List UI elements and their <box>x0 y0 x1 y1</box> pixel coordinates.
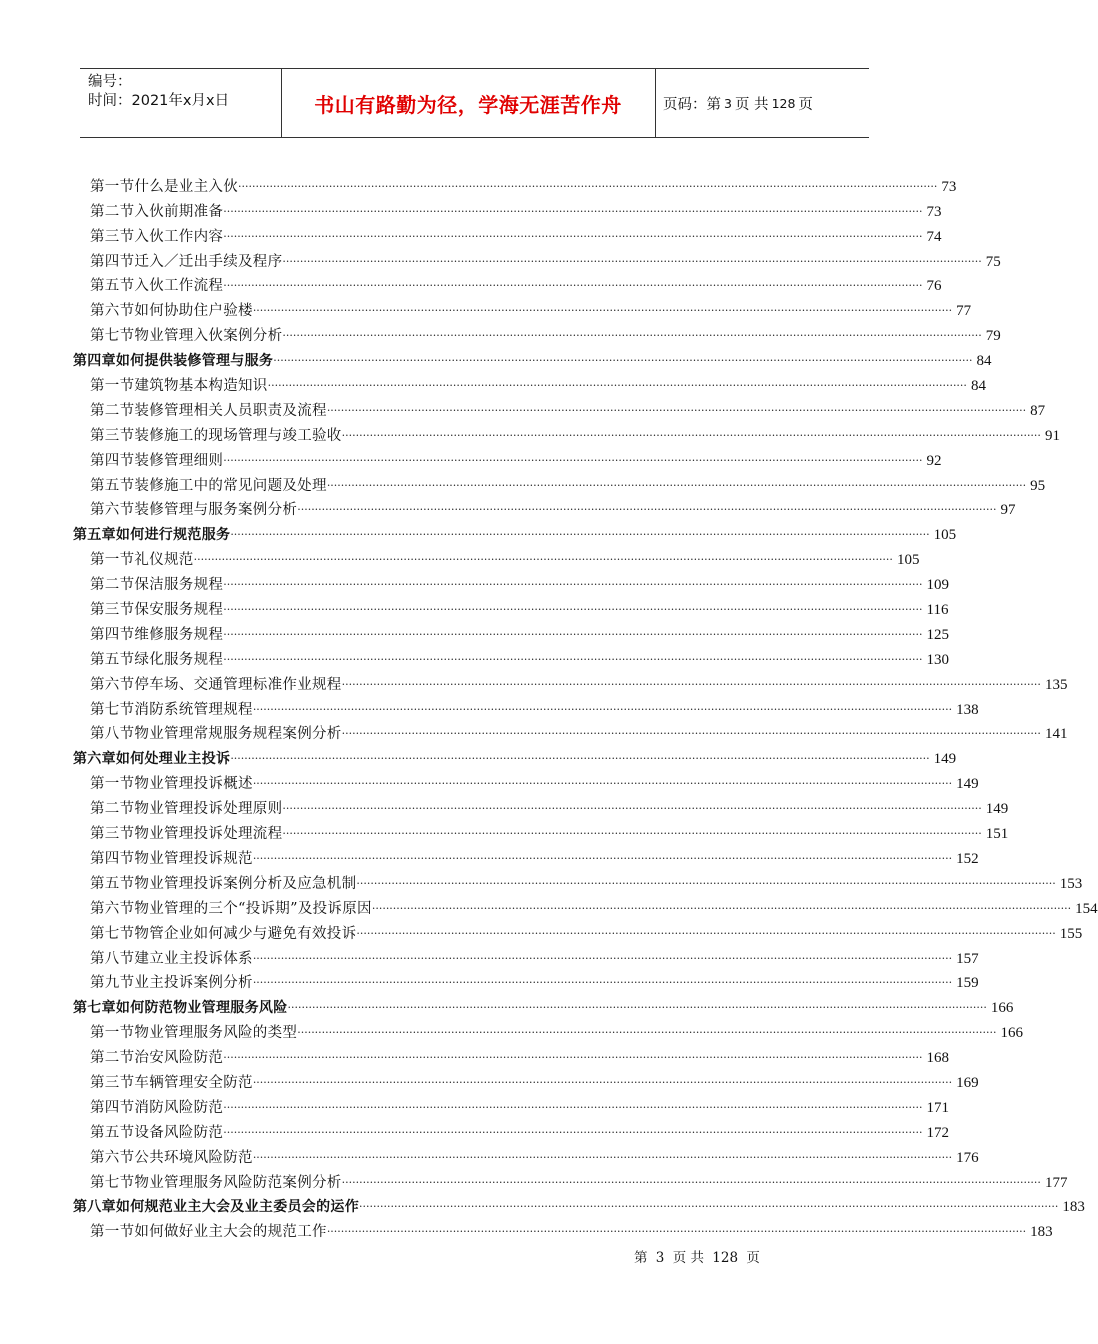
toc-entry-title: 第六节停车场、交通管理标准作业规程 <box>90 676 342 693</box>
toc-section-row[interactable] <box>73 395 1046 420</box>
toc-page-number: 149 <box>985 801 1009 818</box>
toc-leader-dots: ········································································································································································································ <box>223 204 923 218</box>
toc-entry-title: 第七节物管企业如何减少与避免有效投诉 <box>90 925 357 942</box>
toc-section-row[interactable] <box>73 893 1098 918</box>
toc-leader-dots: ········································································································································································································ <box>223 279 923 293</box>
toc-entry-title: 第七节消防系统管理规程 <box>90 701 253 718</box>
toc-section-row[interactable] <box>73 544 920 569</box>
toc-page-number: 155 <box>1059 925 1083 942</box>
footer-total: 128 <box>712 1250 739 1266</box>
toc-entry-title: 第六节如何协助住户验楼 <box>90 303 253 320</box>
toc-section-row[interactable] <box>73 320 1001 345</box>
toc-leader-dots: ········································································································································································································ <box>252 702 953 716</box>
toc-page-number: 92 <box>926 452 942 469</box>
toc-page-number: 77 <box>956 303 972 320</box>
toc-section-row[interactable] <box>73 843 979 868</box>
toc-leader-dots: ········································································································································································································ <box>282 802 982 816</box>
toc-section-row[interactable] <box>73 171 957 196</box>
toc-entry-title: 第一节礼仪规范 <box>90 552 194 569</box>
toc-section-row[interactable] <box>73 768 979 793</box>
toc-page-number: 87 <box>1030 402 1046 419</box>
toc-leader-dots: ········································································································································································································ <box>230 528 930 542</box>
toc-entry-title: 第二节入伙前期准备 <box>90 203 224 220</box>
toc-page-number: 74 <box>926 228 942 245</box>
toc-page-number: 109 <box>926 577 950 594</box>
toc-section-row[interactable] <box>73 420 1060 445</box>
toc-page-number: 91 <box>1044 427 1060 444</box>
toc-section-row[interactable] <box>73 694 979 719</box>
toc-leader-dots: ········································································································································································································ <box>223 652 923 666</box>
toc-leader-dots: ········································································································································································································ <box>326 403 1027 417</box>
toc-page-number: 130 <box>926 651 950 668</box>
toc-page-number: 153 <box>1059 875 1083 892</box>
toc-page-number: 105 <box>896 552 920 569</box>
toc-section-row[interactable] <box>73 793 1009 818</box>
toc-section-row[interactable] <box>73 719 1068 744</box>
toc-leader-dots: ········································································································································································································ <box>252 851 953 865</box>
table-of-contents <box>73 171 1098 1241</box>
toc-leader-dots: ········································································································································································································ <box>252 777 953 791</box>
toc-leader-dots: ········································································································································································································ <box>223 1100 923 1114</box>
toc-page-number: 84 <box>970 378 986 395</box>
toc-entry-title: 第二节物业管理投诉处理原则 <box>90 801 283 818</box>
toc-entry-title: 第三节装修施工的现场管理与竣工验收 <box>90 427 342 444</box>
toc-entry-title: 第一节什么是业主入伙 <box>90 178 238 195</box>
toc-section-row[interactable] <box>73 1042 950 1067</box>
toc-page-number: 169 <box>956 1074 979 1091</box>
document-header <box>80 68 869 138</box>
toc-entry-title: 第一节建筑物基本构造知识 <box>90 378 268 395</box>
toc-section-row[interactable] <box>73 295 972 320</box>
toc-entry-title: 第二节治安风险防范 <box>90 1050 224 1067</box>
toc-entry-title: 第一节物业管理投诉概述 <box>90 776 253 793</box>
toc-section-row[interactable] <box>73 470 1046 495</box>
toc-page-number: 116 <box>926 602 949 619</box>
toc-leader-dots: ········································································································································································································ <box>223 1125 923 1139</box>
toc-entry-title: 第九节业主投诉案例分析 <box>90 975 253 992</box>
doc-number-label: 编号： <box>88 74 132 90</box>
toc-section-row[interactable] <box>73 943 979 968</box>
toc-page-number: 168 <box>926 1050 950 1067</box>
page-mid: 页 共 <box>734 96 769 113</box>
toc-section-row[interactable] <box>73 221 942 246</box>
toc-page-number: 166 <box>990 1000 1014 1017</box>
toc-chapter-row[interactable] <box>73 992 1014 1017</box>
footer-suffix: 页 <box>746 1250 760 1266</box>
toc-section-row[interactable] <box>73 1117 950 1142</box>
toc-section-row[interactable] <box>73 1167 1068 1192</box>
page-current: 3 <box>724 95 732 111</box>
toc-leader-dots: ········································································································································································································ <box>341 1175 1041 1189</box>
toc-page-number: 75 <box>985 253 1001 270</box>
toc-leader-dots: ········································································································································································································ <box>252 951 953 965</box>
toc-leader-dots: ········································································································································································································ <box>326 1225 1027 1239</box>
toc-leader-dots: ········································································································································································································ <box>273 354 973 368</box>
toc-entry-title: 第五章如何进行规范服务 <box>73 527 231 544</box>
toc-page-number: 76 <box>926 278 942 295</box>
toc-entry-title: 第二节装修管理相关人员职责及流程 <box>90 402 327 419</box>
toc-section-row[interactable] <box>73 619 950 644</box>
toc-page-number: 151 <box>985 826 1009 843</box>
toc-entry-title: 第八章如何规范业主大会及业主委员会的运作 <box>73 1199 359 1216</box>
toc-leader-dots: ········································································································································································································ <box>193 553 893 567</box>
toc-leader-dots: ········································································································································································································ <box>267 379 967 393</box>
toc-chapter-row[interactable] <box>73 345 992 370</box>
toc-entry-title: 第五节装修施工中的常见问题及处理 <box>90 477 327 494</box>
toc-page-number: 172 <box>926 1124 950 1141</box>
toc-entry-title: 第一节如何做好业主大会的规范工作 <box>90 1224 327 1241</box>
toc-entry-title: 第四章如何提供装修管理与服务 <box>73 353 274 370</box>
toc-section-row[interactable] <box>73 1067 979 1092</box>
toc-page-number: 176 <box>956 1149 979 1166</box>
toc-entry-title: 第六节公共环境风险防范 <box>90 1149 253 1166</box>
toc-leader-dots: ········································································································································································································ <box>341 727 1041 741</box>
toc-entry-title: 第八节建立业主投诉体系 <box>90 950 253 967</box>
toc-entry-title: 第七章如何防范物业管理服务风险 <box>73 1000 288 1017</box>
toc-chapter-row[interactable] <box>73 519 957 544</box>
toc-leader-dots: ········································································································································································································ <box>287 1001 987 1015</box>
toc-section-row[interactable] <box>73 918 1083 943</box>
toc-leader-dots: ········································································································································································································ <box>282 827 982 841</box>
toc-entry-title: 第四节装修管理细则 <box>90 452 224 469</box>
toc-entry-title: 第三节保安服务规程 <box>90 602 224 619</box>
toc-section-row[interactable] <box>73 271 942 296</box>
toc-leader-dots: ········································································································································································································ <box>252 304 953 318</box>
header-meta <box>88 73 283 111</box>
toc-entry-title: 第四节维修服务规程 <box>90 626 224 643</box>
footer-current: 3 <box>655 1250 665 1266</box>
footer-mid: 页 共 <box>672 1250 704 1266</box>
toc-page-number: 73 <box>941 178 957 195</box>
toc-leader-dots: ········································································································································································································ <box>282 329 982 343</box>
toc-entry-title: 第一节物业管理服务风险的类型 <box>90 1025 298 1042</box>
toc-leader-dots: ········································································································································································································ <box>252 976 953 990</box>
toc-leader-dots: ········································································································································································································ <box>230 752 930 766</box>
toc-chapter-row[interactable] <box>73 743 957 768</box>
footer-prefix: 第 <box>634 1250 648 1266</box>
toc-leader-dots: ········································································································································································································ <box>371 901 1072 915</box>
header-page-info <box>663 69 869 137</box>
toc-page-number: 79 <box>985 328 1001 345</box>
toc-page-number: 183 <box>1062 1199 1085 1216</box>
toc-entry-title: 第七节物业管理服务风险防范案例分析 <box>90 1174 342 1191</box>
toc-section-row[interactable] <box>73 1142 979 1167</box>
doc-time-label: 时间：2021年x月x日 <box>88 93 230 109</box>
toc-entry-title: 第三节物业管理投诉处理流程 <box>90 826 283 843</box>
toc-entry-title: 第二节保洁服务规程 <box>90 577 224 594</box>
toc-entry-title: 第三节车辆管理安全防范 <box>90 1074 253 1091</box>
toc-page-number: 149 <box>933 751 957 768</box>
toc-section-row[interactable] <box>73 1216 1053 1241</box>
toc-leader-dots: ········································································································································································································ <box>356 926 1056 940</box>
toc-page-number: 152 <box>956 850 979 867</box>
toc-page-number: 177 <box>1044 1174 1068 1191</box>
toc-entry-title: 第四节消防风险防范 <box>90 1099 224 1116</box>
toc-section-row[interactable] <box>73 644 950 669</box>
toc-leader-dots: ········································································································································································································ <box>223 453 923 467</box>
toc-entry-title: 第七节物业管理入伙案例分析 <box>90 328 283 345</box>
toc-section-row[interactable] <box>73 669 1068 694</box>
toc-leader-dots: ········································································································································································································ <box>252 1075 953 1089</box>
toc-page-number: 141 <box>1044 726 1068 743</box>
toc-section-row[interactable] <box>73 569 950 594</box>
toc-page-number: 157 <box>956 950 979 967</box>
toc-section-row[interactable] <box>73 868 1083 893</box>
toc-leader-dots: ········································································································································································································ <box>341 428 1041 442</box>
toc-page-number: 166 <box>1000 1025 1024 1042</box>
toc-leader-dots: ········································································································································································································ <box>356 876 1056 890</box>
toc-entry-title: 第八节物业管理常规服务规程案例分析 <box>90 726 342 743</box>
toc-section-row[interactable] <box>73 1092 950 1117</box>
toc-leader-dots: ········································································································································································································ <box>223 603 923 617</box>
toc-section-row[interactable] <box>73 445 942 470</box>
toc-entry-title: 第六节物业管理的三个“投诉期”及投诉原因 <box>90 900 372 917</box>
toc-leader-dots: ········································································································································································································ <box>238 179 938 193</box>
toc-chapter-row[interactable] <box>73 1192 1085 1217</box>
toc-page-number: 183 <box>1030 1224 1053 1241</box>
toc-page-number: 97 <box>1000 502 1016 519</box>
toc-entry-title: 第四节迁入／迁出手续及程序 <box>90 253 283 270</box>
header-divider <box>655 69 656 137</box>
toc-page-number: 105 <box>933 527 957 544</box>
toc-leader-dots: ········································································································································································································ <box>223 1051 923 1065</box>
toc-page-number: 73 <box>926 203 942 220</box>
toc-entry-title: 第五节绿化服务规程 <box>90 651 224 668</box>
toc-section-row[interactable] <box>73 495 1016 520</box>
toc-section-row[interactable] <box>73 818 1009 843</box>
header-motto: 书山有路勤为径，学海无涯苦作舟 <box>314 92 622 117</box>
toc-page-number: 154 <box>1075 900 1098 917</box>
toc-page-number: 138 <box>956 701 979 718</box>
page-total: 128 <box>771 95 796 111</box>
page-prefix: 页码：第 <box>663 96 721 113</box>
toc-section-row[interactable] <box>73 594 949 619</box>
toc-entry-title: 第五节设备风险防范 <box>90 1124 224 1141</box>
toc-page-number: 125 <box>926 626 950 643</box>
toc-section-row[interactable] <box>73 196 942 221</box>
page-suffix: 页 <box>798 96 813 113</box>
toc-leader-dots: ········································································································································································································ <box>341 677 1041 691</box>
toc-section-row[interactable] <box>73 968 979 993</box>
toc-page-number: 135 <box>1044 676 1068 693</box>
toc-leader-dots: ········································································································································································································ <box>223 578 923 592</box>
toc-leader-dots: ········································································································································································································ <box>223 229 923 243</box>
toc-section-row[interactable] <box>73 370 986 395</box>
toc-leader-dots: ········································································································································································································ <box>252 1150 953 1164</box>
toc-page-number: 149 <box>956 776 979 793</box>
toc-page-number: 159 <box>956 975 979 992</box>
toc-entry-title: 第五节物业管理投诉案例分析及应急机制 <box>90 875 357 892</box>
page-footer <box>634 1246 760 1266</box>
toc-leader-dots: ········································································································································································································ <box>223 627 923 641</box>
toc-leader-dots: ········································································································································································································ <box>359 1200 1059 1214</box>
toc-section-row[interactable] <box>73 1017 1024 1042</box>
toc-page-number: 95 <box>1030 477 1046 494</box>
toc-leader-dots: ········································································································································································································ <box>326 478 1027 492</box>
toc-entry-title: 第三节入伙工作内容 <box>90 228 224 245</box>
toc-page-number: 171 <box>926 1099 950 1116</box>
toc-entry-title: 第六节装修管理与服务案例分析 <box>90 502 298 519</box>
toc-entry-title: 第五节入伙工作流程 <box>90 278 224 295</box>
toc-entry-title: 第六章如何处理业主投诉 <box>73 751 231 768</box>
toc-section-row[interactable] <box>73 246 1001 271</box>
toc-entry-title: 第四节物业管理投诉规范 <box>90 850 253 867</box>
toc-leader-dots: ········································································································································································································ <box>282 254 982 268</box>
toc-page-number: 84 <box>976 353 992 370</box>
toc-leader-dots: ········································································································································································································ <box>297 503 997 517</box>
toc-leader-dots: ········································································································································································································ <box>297 1026 997 1040</box>
